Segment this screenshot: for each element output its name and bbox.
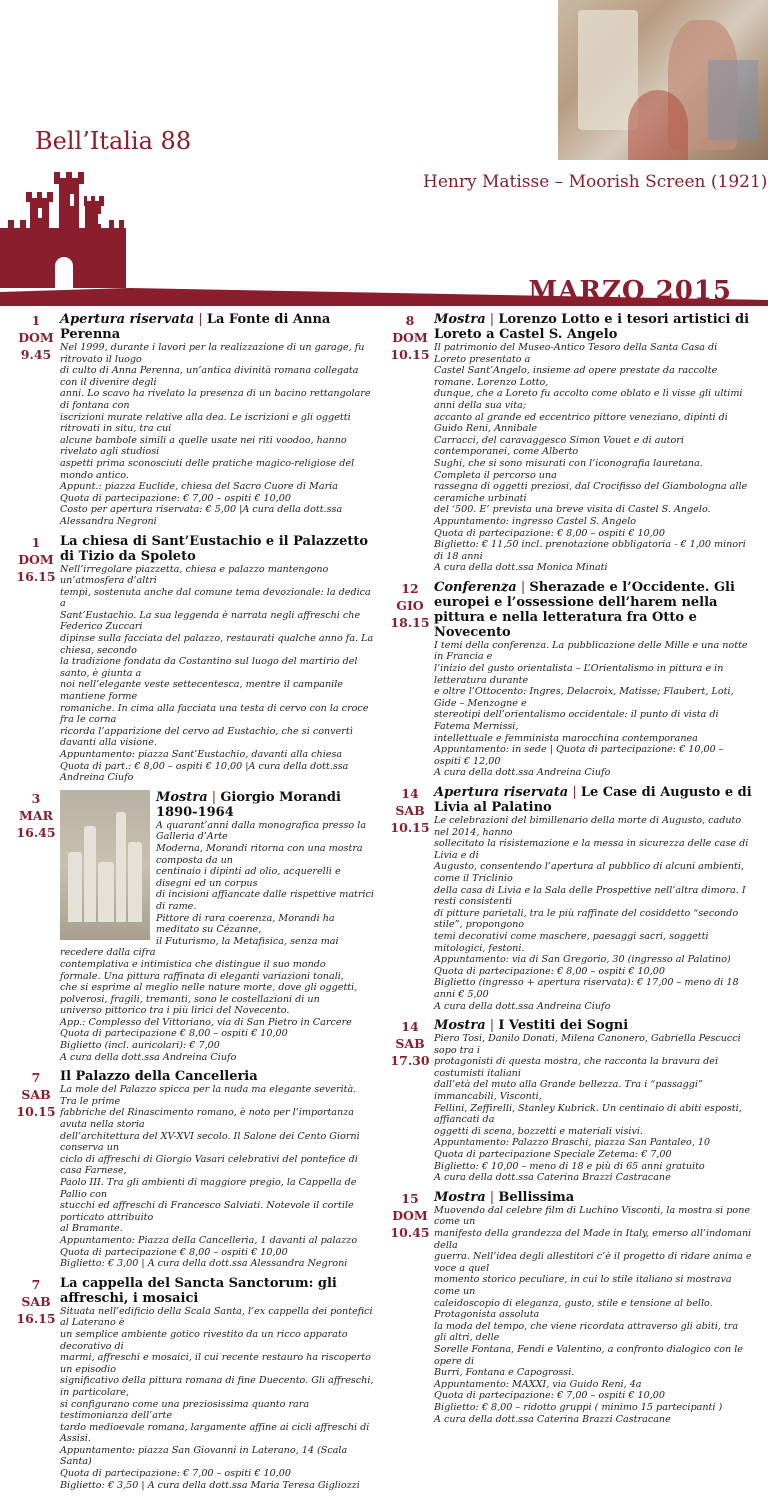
description-line: A cura della dott.ssa Caterina Brazzi Castracane [434,1172,671,1184]
description-line: temi decorativi come maschere, paesaggi sacri, soggetti mitologici, festoni. [434,930,709,954]
event-title-text: Lorenzo Lotto e i tesori artistici di Loreto a Castel S. Angelo [434,312,750,342]
description-line: Appuntamento: piazza San Giovanni in Laterano, 14 (Scala Santa) [60,1444,348,1468]
matisse-painting-image [558,0,768,160]
event-weekday: DOM [392,330,428,345]
event-description [434,342,752,574]
description-line: significativo della pittura romana di fine Duecento. Gli affreschi, in particolare, [60,1375,374,1398]
event-title: Apertura riservata | La Fonte di Anna Perenna [60,312,331,342]
event-time: 16.15 [16,1310,56,1326]
description-line: I temi della conferenza. La pubblicazione delle Mille e una notte in Francia e [434,639,748,663]
description-line: A cura della dott.ssa Andreina Ciufo [434,1000,611,1012]
description-line: Quota di partecipazione € 8,00 – ospiti € 10,00 [60,1028,288,1040]
description-line: Carracci, del caravaggesco Simon Vouet e di autori contemporanei, come Alberto [434,434,684,458]
description-line: Pittore di rara coerenza, Morandi ha meditato su Cézanne, [156,912,335,936]
description-line: intellettuale e femminista marocchina contemporanea [434,732,698,744]
description-line: protagonisti di questa mostra, che racconta la bravura dei costumisti italiani [434,1056,719,1079]
description-line: dipinse sulla facciata del palazzo, restaurati qualche anno fa. La chiesa, secondo [60,633,374,656]
description-line: anni. Lo scavo ha rivelato la presenza di un bacino rettangolare di fontana con [60,388,371,411]
description-line: Biglietto: € 8,00 – ridotto gruppi ( minimo 15 partecipanti ) [434,1401,723,1413]
event-type: Apertura riservata [434,785,569,800]
description-line: Burri, Fontana e Capogrossi. [434,1367,575,1379]
event-title-text: Sherazade e l’Occidente. Gli europei e l’ossessione dell’harem nella pittura e nella letteratura fra Otto e Novecento [434,579,735,640]
page-header [0,0,768,306]
event-time: 10.15 [390,347,430,362]
event-type: Mostra [156,789,208,805]
event-item [390,1190,752,1425]
event-date [390,312,430,363]
description-line: Sorelle Fontana, Fendi e Valentino, a confronto dialogico con le opere di [434,1343,743,1367]
event-time: 10.15 [390,820,430,835]
description-line: rassegna di oggetti preziosi, dal Crocifisso del Giambologna alle ceramiche urbinati [434,481,748,504]
description-line: polverosi, fragili, tremanti, sono le costellazioni di un [60,993,320,1005]
description-line: di culto di Anna Perenna, un’antica divinità romana collegata con il divenire degli [60,365,359,388]
description-line: di incisioni affiancate dalle rispettive matrici di rame. [156,889,374,912]
description-line: Appuntamento: Palazzo Braschi, piazza San Pantaleo, 10 [434,1137,711,1149]
description-line: App.: Complesso del Vittoriano, via di San Pietro in Carcere [60,1016,352,1028]
description-line: momento storico peculiare, in cui lo stile italiano si mostrava come un [434,1274,732,1297]
description-line: Appuntamento: MAXXI, via Guido Reni, 4a [434,1378,642,1390]
event-date [16,534,56,585]
event-date [16,312,56,363]
event-description [434,640,752,779]
description-line: Il patrimonio del Museo-Antico Tesoro della Santa Casa di Loreto presentato a [434,342,718,365]
event-date [16,1069,56,1120]
event-title-text: La cappella del Sancta Sanctorum: gli affreschi, i mosaici [60,1275,337,1306]
description-line: dell’architettura del XV-XVI secolo. Il Salone dei Cento Giorni conserva un [60,1130,360,1154]
event-item [16,790,374,1063]
header-subtitle: Henry Matisse – Moorish Screen (1921) [423,172,768,192]
description-line: A cura della dott.ssa Andreina Ciufo [434,767,611,779]
left-column [16,312,374,1497]
event-time: 16.15 [16,568,56,584]
event-description [434,1205,752,1425]
description-line: A cura della dott.ssa Monica Minati [434,562,608,574]
event-date [390,1190,430,1241]
event-date [16,1276,56,1327]
event-day: 12 [401,580,419,596]
event-title-text: I Vestiti dei Sogni [498,1018,629,1034]
description-line: Biglietto (incl. auricolari): € 7,00 [60,1040,220,1052]
event-time: 9.45 [20,347,52,362]
description-line: l’inizio del gusto orientalista – L’Orientalismo in pittura e in letteratura durante [434,663,724,686]
description-line: A quarant’anni dalla monografica presso la Galleria d’Arte [156,819,367,843]
event-description [434,1033,752,1184]
event-title: Mostra | Bellissima [434,1189,575,1205]
event-item [390,312,752,574]
description-line: accanto al grande ed eccentrico pittore veneziano, dipinti di Guido Reni, Annibale [434,411,728,435]
description-line: oggetti di scena, bozzetti e materiali visivi. [434,1125,643,1137]
event-description [60,564,374,784]
description-line: si configurano come una preziosissima quanto rara testimonianza dell’arte [60,1398,310,1422]
event-description [60,1084,374,1270]
event-weekday: SAB [21,1087,51,1103]
description-line: un semplice ambiente gotico rivestito da un ricco apparato decorativo di [60,1328,348,1352]
event-item [16,534,374,784]
event-day: 1 [31,313,41,328]
description-line: Quota di partecipazione Speciale Zetema: € 7,00 [434,1149,672,1161]
month-title: MARZO 2015 [528,276,732,306]
event-weekday: DOM [18,551,54,567]
description-line: Costo per apertura riservata: € 5,00 |A cura della dott.ssa Alessandra Negroni [60,504,343,527]
description-line: Appuntamento: ingresso Castel S. Angelo [434,515,637,527]
event-title: Mostra | Lorenzo Lotto e i tesori artistici di Loreto a Castel S. Angelo [434,312,750,342]
description-line: Biglietto (ingresso + apertura riservata): € 17,00 – meno di 18 anni € 5,00 [434,977,739,1000]
description-line: contemplativa e intimistica che distingue il suo mondo [60,958,326,970]
description-line: la moda del tempo, che viene ricordata attraverso gli abiti, tra gli altri, delle [434,1320,739,1344]
description-line: Le celebrazioni del bimillenario della morte di Augusto, caduto nel 2014, hanno [434,815,742,838]
description-line: romaniche. In cima alla facciata una testa di cervo con la croce fra le corna [60,702,369,726]
event-item [16,1276,374,1492]
description-line: Quota di partecipazione: € 7,00 – ospiti € 10,00 [60,492,291,504]
event-item [16,1069,374,1270]
event-day: 1 [31,534,41,550]
description-line: di pitture parietali, tra le più raffinate del cosiddetto “secondo stile”, propongono [434,907,739,931]
event-type: Mostra [434,1018,486,1034]
event-weekday: SAB [395,1036,425,1052]
description-line: Quota di partecipazione: € 7,00 – ospiti € 10,00 [434,1390,665,1402]
description-line: noi nell’elegante veste settecentesca, mentre il campanile mantiene forme [60,679,343,703]
event-type: Conferenza [434,579,517,595]
event-weekday: MAR [19,807,53,823]
event-day: 7 [31,1276,41,1292]
description-line: Appuntamento: via di San Gregorio, 30 (ingresso al Palatino) [434,954,731,966]
description-line: e oltre l’Ottocento: Ingres, Delacroix, Matisse; Flaubert, Loti, Gide – Menzogne e [434,686,734,709]
description-line: Appuntamento: in sede | Quota di partecipazione: € 10,00 – ospiti € 12,00 [434,744,724,767]
description-line: La mole del Palazzo spicca per la nuda ma elegante severità. Tra le prime [60,1084,357,1107]
event-title-text: Giorgio Morandi 1890-1964 [156,789,341,820]
description-line: tempi, sostenuta anche dal comune tema devozionale: la dedica a [60,586,371,610]
description-line: manifesto della grandezza del Made in Italy, emerso all’indomani della [434,1228,752,1251]
event-day: 7 [31,1070,41,1086]
event-title [60,1276,374,1306]
description-line: Appuntamento: piazza Sant’Eustachio, davanti alla chiesa [60,749,343,760]
description-line: Biglietto: € 3,50 | A cura della dott.ssa Maria Teresa Gigliozzi [60,1479,360,1491]
event-title: Mostra | I Vestiti dei Sogni [434,1018,629,1034]
description-line: Quota di partecipazione: € 8,00 – ospiti € 10,00 [434,527,665,539]
event-title-text: Bellissima [498,1189,575,1205]
event-title: Apertura riservata | Le Case di Augusto e di Livia al Palatino [434,785,752,815]
castle-logo-icon [0,158,130,288]
description-line: centinaio i dipinti ad olio, acquerelli e disegni ed un corpus [156,866,341,889]
event-time: 16.45 [16,824,56,840]
description-line: Situata nell’edificio della Scala Santa, l’ex cappella dei pontefici al Laterano è [60,1305,373,1329]
description-line: stucchi ed affreschi di Francesco Salviati. Notevole il cortile porticato attribuito [60,1200,354,1223]
event-title [60,534,374,564]
description-line: il Futurismo, la Metafisica, senza mai recedere dalla cifra [60,935,339,959]
event-weekday: SAB [21,1293,51,1309]
description-line: Paolo III. Tra gli ambienti di maggiore pregio, la Cappella de Pallio con [60,1177,357,1200]
event-description [60,1306,374,1492]
description-line: alcune bambole simili a quelle usate nei riti voodoo, hanno rivelato agli studiosi [60,434,347,458]
event-time: 18.15 [390,614,430,630]
description-line: Biglietto: € 11,50 incl. prenotazione obbligatoria - € 1,00 minori di 18 anni [434,539,746,562]
description-line: caleidoscopio di eleganza, gusto, stile e tensione al bello. Protagonista assoluta [434,1297,713,1321]
description-line: Castel Sant’Angelo, insieme ad opere prestate da raccolte romane. Lorenzo Lotto, [434,365,718,388]
description-line: Quota di part.: € 8,00 – ospiti € 10,00 |A cura della dott.ssa Andreina Ciufo [60,760,349,784]
event-item [390,580,752,779]
description-line: Nell’irregolare piazzetta, chiesa e palazzo mantengono un’atmosfera d’altri [60,563,329,587]
description-line: Appunt.: piazza Euclide, chiesa del Sacro Cuore di Maria [60,481,338,493]
morandi-still-life-image [60,790,150,940]
event-time: 10.15 [16,1104,56,1120]
event-description [434,815,752,1012]
description-line: Sughi, che si sono misurati con l’iconografia lauretana. Completa il percorso una [434,457,703,481]
description-line: ricorda l’apparizione del cervo ad Eustachio, che si convertì davanti alla visione. [60,725,353,749]
event-weekday: GIO [396,597,424,613]
description-line: Piero Tosi, Danilo Donati, Milena Canonero, Gabriella Pescucci sopo tra i [434,1033,741,1056]
description-line: iscrizioni murate relative alla dea. Le iscrizioni e gli oggetti ritrovati in situ, tra cui [60,411,351,435]
event-day: 3 [31,790,41,806]
event-weekday: DOM [18,330,54,345]
description-line: Augusto, consentendo l’apertura al pubblico di alcuni ambienti, come il Triclinio [434,861,745,884]
logo-title: Bell’Italia 88 [35,127,192,155]
event-type: Apertura riservata [60,312,195,327]
event-weekday: DOM [392,1207,428,1223]
event-title: Mostra | Giorgio Morandi 1890-1964 [156,789,341,820]
event-title-text: Il Palazzo della Cancelleria [60,1069,258,1085]
description-line: Moderna, Morandi ritorna con una mostra composta da un [156,842,363,866]
description-line: universo pittorico tra i più lirici del Novecento. [60,1005,290,1017]
event-time: 10.45 [390,1224,430,1240]
event-title-text: La Fonte di Anna Perenna [60,312,331,342]
description-line: marmi, affreschi e mosaici, il cui recente restauro ha riscoperto un episodio [60,1352,371,1375]
description-line: ciclo di affreschi di Giorgio Vasari celebrativi del pontefice di casa Farnese, [60,1153,358,1177]
event-title: Conferenza | Sherazade e l’Occidente. Gli europei e l’ossessione dell’harem nella pittura e nella letteratura fra Otto e Novecento [434,579,735,640]
event-title-text: Le Case di Augusto e di Livia al Palatino [434,785,752,815]
event-day: 15 [401,1190,419,1206]
event-date [390,785,430,836]
event-item [390,785,752,1012]
description-line: Nel 1999, durante i lavori per la realizzazione di un garage, fu ritrovato il luogo [60,342,365,365]
description-line: Biglietto: € 3,00 | A cura della dott.ssa Alessandra Negroni [60,1258,348,1270]
event-date [390,580,430,631]
description-line: formale. Una pittura raffinata di eleganti variazioni tonali, [60,970,344,982]
event-day: 8 [405,313,415,328]
event-item [390,1018,752,1184]
event-day: 14 [401,1019,419,1035]
description-line: la tradizione fondata da Costantino sul luogo del martirio del santo, è giunta a [60,656,358,679]
description-line: Fellini, Zeffirelli, Stanley Kubrick. Un centinaio di abiti esposti, affiancati da [434,1102,742,1126]
event-item [16,312,374,528]
description-line: Sant’Eustachio. La sua leggenda è narrata negli affreschi che Federico Zuccari [60,609,361,633]
description-line: dunque, che a Loreto fu accolto come oblato e lì visse gli ultimi anni della sua vita; [434,388,743,411]
right-column [390,312,752,1431]
description-line: stereotipi dell’orientalismo occidentale: il punto di vista di Fatema Mernissi, [434,709,719,733]
description-line: Quota di partecipazione: € 7,00 – ospiti € 10,00 [60,1468,291,1480]
event-type: Mostra [434,1189,486,1205]
description-line: dall’età del muto alla Grande bellezza. Tra i “passaggi” immancabili, Visconti, [434,1079,703,1103]
description-line: Muovendo dal celebre film di Luchino Visconti, la mostra si pone come un [434,1204,751,1228]
event-title [60,1069,374,1084]
description-line: che si esprime al meglio nelle nature morte, dove gli oggetti, [60,982,358,994]
description-line: guerra. Nell’idea degli allestitori c’è il progetto di ridare anima e voce a quel [434,1251,752,1274]
description-line: A cura della dott.ssa Caterina Brazzi Castracane [434,1413,671,1425]
description-line: Quota di partecipazione: € 8,00 – ospiti € 10,00 [434,965,665,977]
description-line: del ‘500. E’ prevista una breve visita di Castel S. Angelo. [434,504,711,516]
event-title-text: La chiesa di Sant’Eustachio e il Palazzetto di Tizio da Spoleto [60,533,369,564]
description-line: sollecitato la risistemazione e la messa in sicurezza delle case di Livia e di [434,838,749,861]
event-description [60,342,374,528]
event-date [390,1018,430,1069]
event-date [16,790,56,841]
description-line: Biglietto: € 10,00 – meno di 18 e più di 65 anni gratuito [434,1160,705,1172]
event-weekday: SAB [395,803,425,818]
description-line: al Bramante. [60,1223,123,1235]
description-line: fabbriche del Rinascimento romano, è noto per l’importanza avuta nella storia [60,1107,354,1131]
description-line: Appuntamento: Piazza della Cancelleria, 1 davanti al palazzo [60,1234,358,1246]
description-line: A cura della dott.ssa Andreina Ciufo [60,1051,237,1063]
description-line: tardo medioevale romana, largamente affine ai cicli affreschi di Assisi. [60,1421,370,1445]
event-type: Mostra [434,312,486,327]
description-line: della casa di Livia e la Sala delle Prospettive nell’altra dimora. I resti consistenti [434,884,746,908]
description-line: Quota di partecipazione € 8,00 – ospiti € 10,00 [60,1246,288,1258]
event-time: 17.30 [390,1053,430,1069]
description-line: aspetti prima sconosciuti delle pratiche magico-religiose del mondo antico. [60,457,355,481]
event-day: 14 [401,786,419,801]
